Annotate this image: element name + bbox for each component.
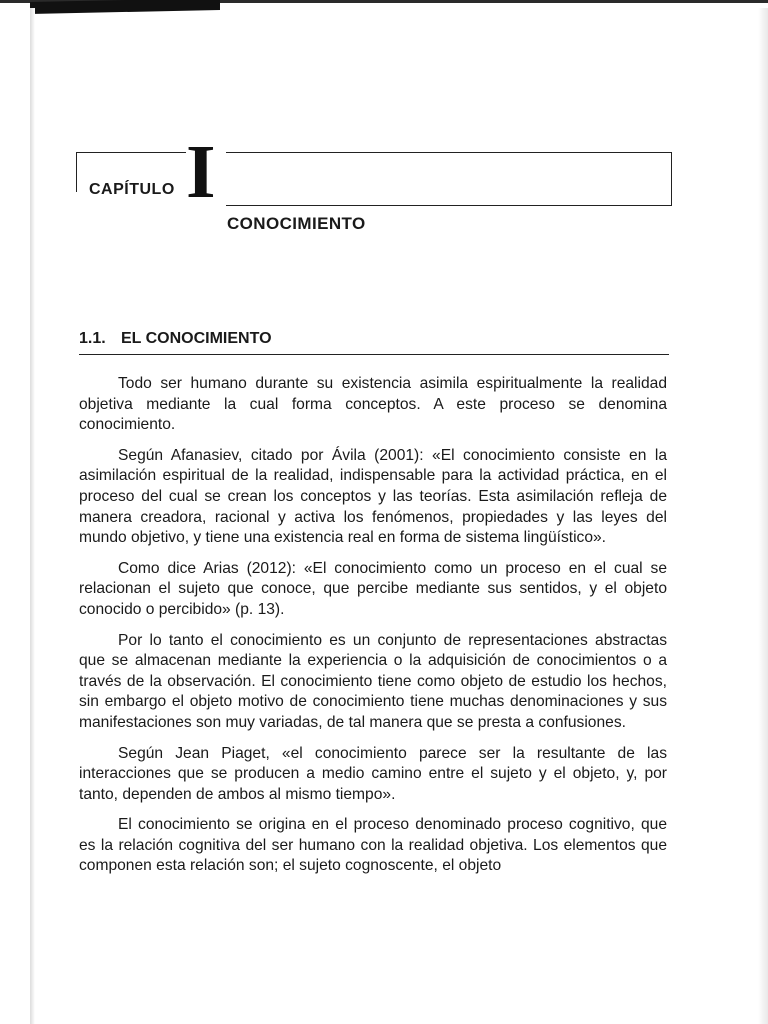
- section-title: EL CONOCIMIENTO: [121, 330, 272, 347]
- paragraph: Como dice Arias (2012): «El conocimiento como un proceso en el cual se relacionan el sujeto que conoce, que percibe mediante sus sentidos, y el objeto conocido o percibido» (p. 13).: [79, 559, 667, 618]
- page-right-edge: [758, 8, 768, 1024]
- chapter-numeral: I: [186, 130, 216, 214]
- paragraph: Según Afanasiev, citado por Ávila (2001): «El conocimiento consiste en la asimilación espiritual de la realidad, indispensable para la actividad práctica, en el proceso del cual se crean los conceptos y las teorías. Esta asimilación refleja de manera creadora, racional y activa los fenómenos, propiedades y las leyes del mundo objetivo, y tiene una existencia real en forma de sistema lingüístico».: [79, 446, 667, 547]
- body-text: [79, 374, 667, 887]
- paragraph: El conocimiento se origina en el proceso denominado proceso cognitivo, que es la relación cognitiva del ser humano con la realidad objetiva. Los elementos que componen esta relación son; el sujeto cognoscente, el objeto: [79, 816, 667, 875]
- frame-line: [76, 152, 186, 153]
- section-number: 1.1.: [79, 330, 106, 347]
- section-heading: [79, 330, 667, 348]
- paragraph: Todo ser humano durante su existencia asimila espiritualmente la realidad objetiva mediante la cual forma conceptos. A este proceso se denomina conocimiento.: [79, 375, 667, 434]
- paragraph: Por lo tanto el conocimiento es un conjunto de representaciones abstractas que se almacenan mediante la experiencia o la adquisición de conocimientos o a través de la observación. El conocimiento tiene como objeto de estudio los hechos, sin embargo el objeto motivo de conocimiento tiene muchas denominaciones y sus manifestaciones son muy variadas, de tal manera que se presta a confusiones.: [79, 631, 667, 731]
- frame-line: [76, 152, 77, 192]
- chapter-title-box: [226, 152, 672, 206]
- chapter-title: CONOCIMIENTO: [227, 214, 366, 233]
- page-left-edge: [30, 8, 35, 1024]
- section-rule: [79, 354, 669, 355]
- chapter-label: CAPÍTULO: [89, 181, 175, 198]
- paragraph: Según Jean Piaget, «el conocimiento parece ser la resultante de las interacciones que se producen a medio camino entre el sujeto y el objeto, y, por tanto, dependen de ambos al mismo tiempo».: [79, 744, 667, 803]
